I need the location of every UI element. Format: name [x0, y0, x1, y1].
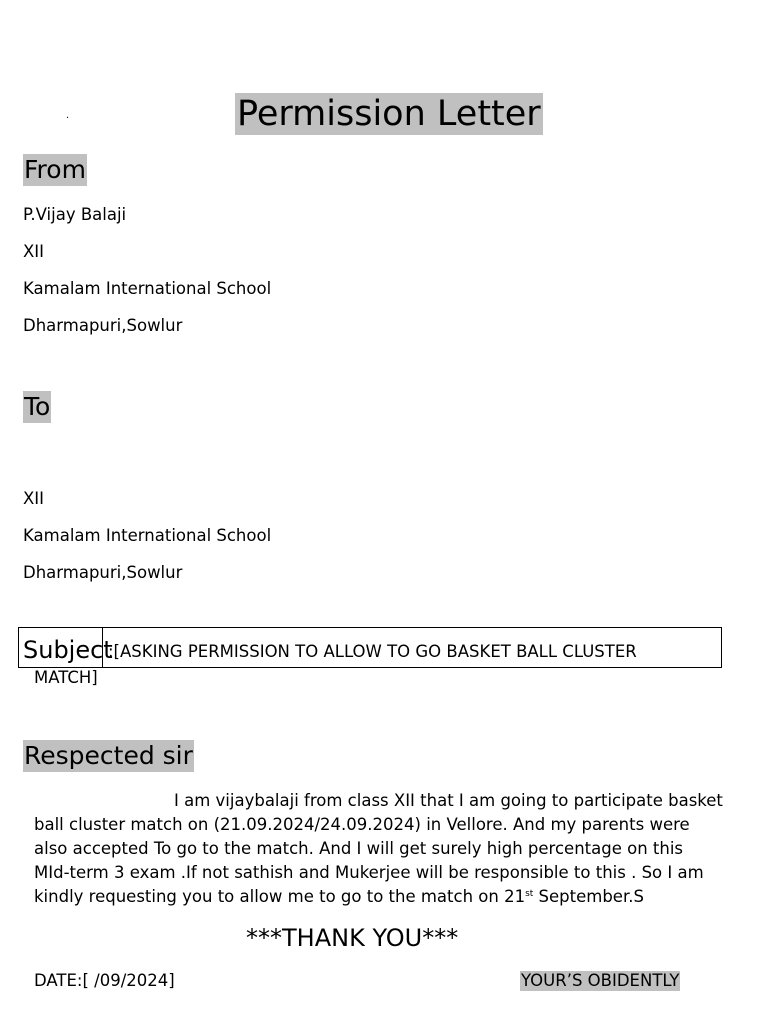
to-line-school: Kamalam International School — [23, 526, 272, 545]
from-line-name: P.Vijay Balaji — [23, 205, 127, 224]
ordinal-suffix: st — [525, 889, 534, 899]
from-line-place: Dharmapuri,Sowlur — [23, 316, 183, 335]
body-line-5-end: September.S — [533, 887, 644, 906]
from-line-class: XII — [23, 242, 45, 261]
body-line-5-text: kindly requesting you to allow me to go to the match on 21 — [34, 887, 526, 906]
date-line: DATE:[ /09/2024] — [34, 971, 175, 990]
to-heading: To — [24, 392, 51, 421]
body-line-2: ball cluster match on (21.09.2024/24.09.2024) in Vellore. And my parents were — [34, 815, 690, 834]
to-line-class: XII — [23, 489, 45, 508]
from-line-school: Kamalam International School — [23, 279, 272, 298]
letter-title: Permission Letter — [237, 94, 541, 134]
signoff: YOUR’S OBIDENTLY — [521, 971, 680, 990]
body-line-4: MId-term 3 exam .If not sathish and Mukerjee will be responsible to this . So I am — [34, 863, 704, 882]
subject-text-continuation: MATCH] — [34, 668, 98, 687]
body-line-5 — [34, 885, 764, 909]
subject-label: Subject — [23, 636, 113, 664]
from-heading: From — [24, 155, 86, 184]
body-line-1: I am vijaybalaji from class XII that I am going to participate basket — [174, 791, 723, 810]
body-line-3: also accepted To go to the match. And I will get surely high percentage on this — [34, 839, 684, 858]
letter-body — [34, 789, 764, 909]
stray-dot: . — [66, 110, 70, 121]
thank-you-line: ***THANK YOU*** — [246, 924, 459, 952]
subject-text: :[ASKING PERMISSION TO ALLOW TO GO BASKET BALL CLUSTER — [108, 642, 637, 661]
to-line-place: Dharmapuri,Sowlur — [23, 563, 183, 582]
salutation: Respected sir — [24, 741, 193, 770]
